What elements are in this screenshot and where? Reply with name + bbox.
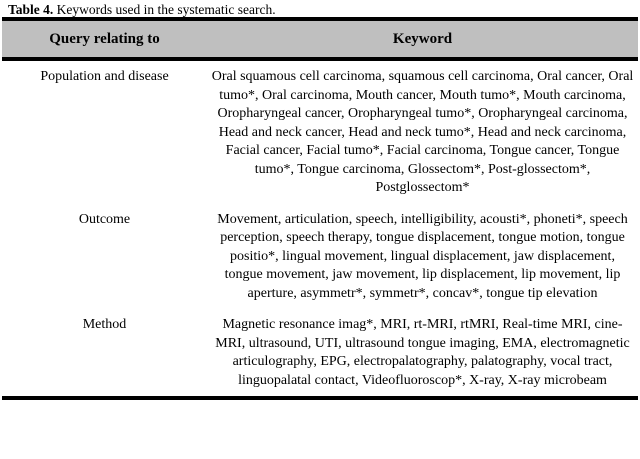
table-caption xyxy=(0,0,640,17)
table-caption-text: Keywords used in the systematic search. xyxy=(53,2,276,17)
keyword-cell: Magnetic resonance imag*, MRI, rt-MRI, rtMRI, Real-time MRI, cine-MRI, ultrasound, UTI, ultrasound tongue imaging, EMA, electromagnetic articulography, EPG, electropalatography, palatography, vocal tract, linguopalatal contact, Videofluoroscop*, X-ray, X-ray microbeam xyxy=(215,317,630,388)
table-row-method xyxy=(2,316,638,390)
header-cell-keyword: Keyword xyxy=(392,30,453,47)
table-header-row xyxy=(2,21,638,61)
table-caption-label: Table 4. xyxy=(8,2,54,17)
table-body xyxy=(2,61,638,396)
keyword-cell: Oral squamous cell carcinoma, squamous cell carcinoma, Oral cancer, Oral tumo*, Oral carcinoma, Mouth cancer, Mouth tumo*, Mouth carcinoma, Oropharyngeal cancer, Oropharyngeal tumo*, Oropharyngeal carcinoma, Head and neck cancer, Head and neck tumo*, Head and neck carcinoma, Facial cancer, Facial tumo*, Facial carcinoma, Tongue cancer, Tongue tumo*, Tongue carcinoma, Glossectom*, Post-glossectom*, Postglossectom* xyxy=(211,69,634,195)
keyword-cell: Movement, articulation, speech, intelligibility, acousti*, phoneti*, speech perception, speech therapy, tongue displacement, tongue motion, tongue positio*, lingual movement, lingual displacement, jaw displacement, tongue movement, jaw movement, lip displacement, lip movement, lip aperture, asymmetr*, symmetr*, concav*, tongue tip elevation xyxy=(217,211,628,301)
query-cell: Method xyxy=(82,317,127,332)
table-row-outcome xyxy=(2,211,638,304)
header-cell-query-relating-to: Query relating to xyxy=(49,30,160,47)
table-row-population-and-disease xyxy=(2,68,638,198)
query-cell: Outcome xyxy=(78,211,131,227)
keywords-table xyxy=(2,17,638,400)
query-cell: Population and disease xyxy=(40,69,169,84)
